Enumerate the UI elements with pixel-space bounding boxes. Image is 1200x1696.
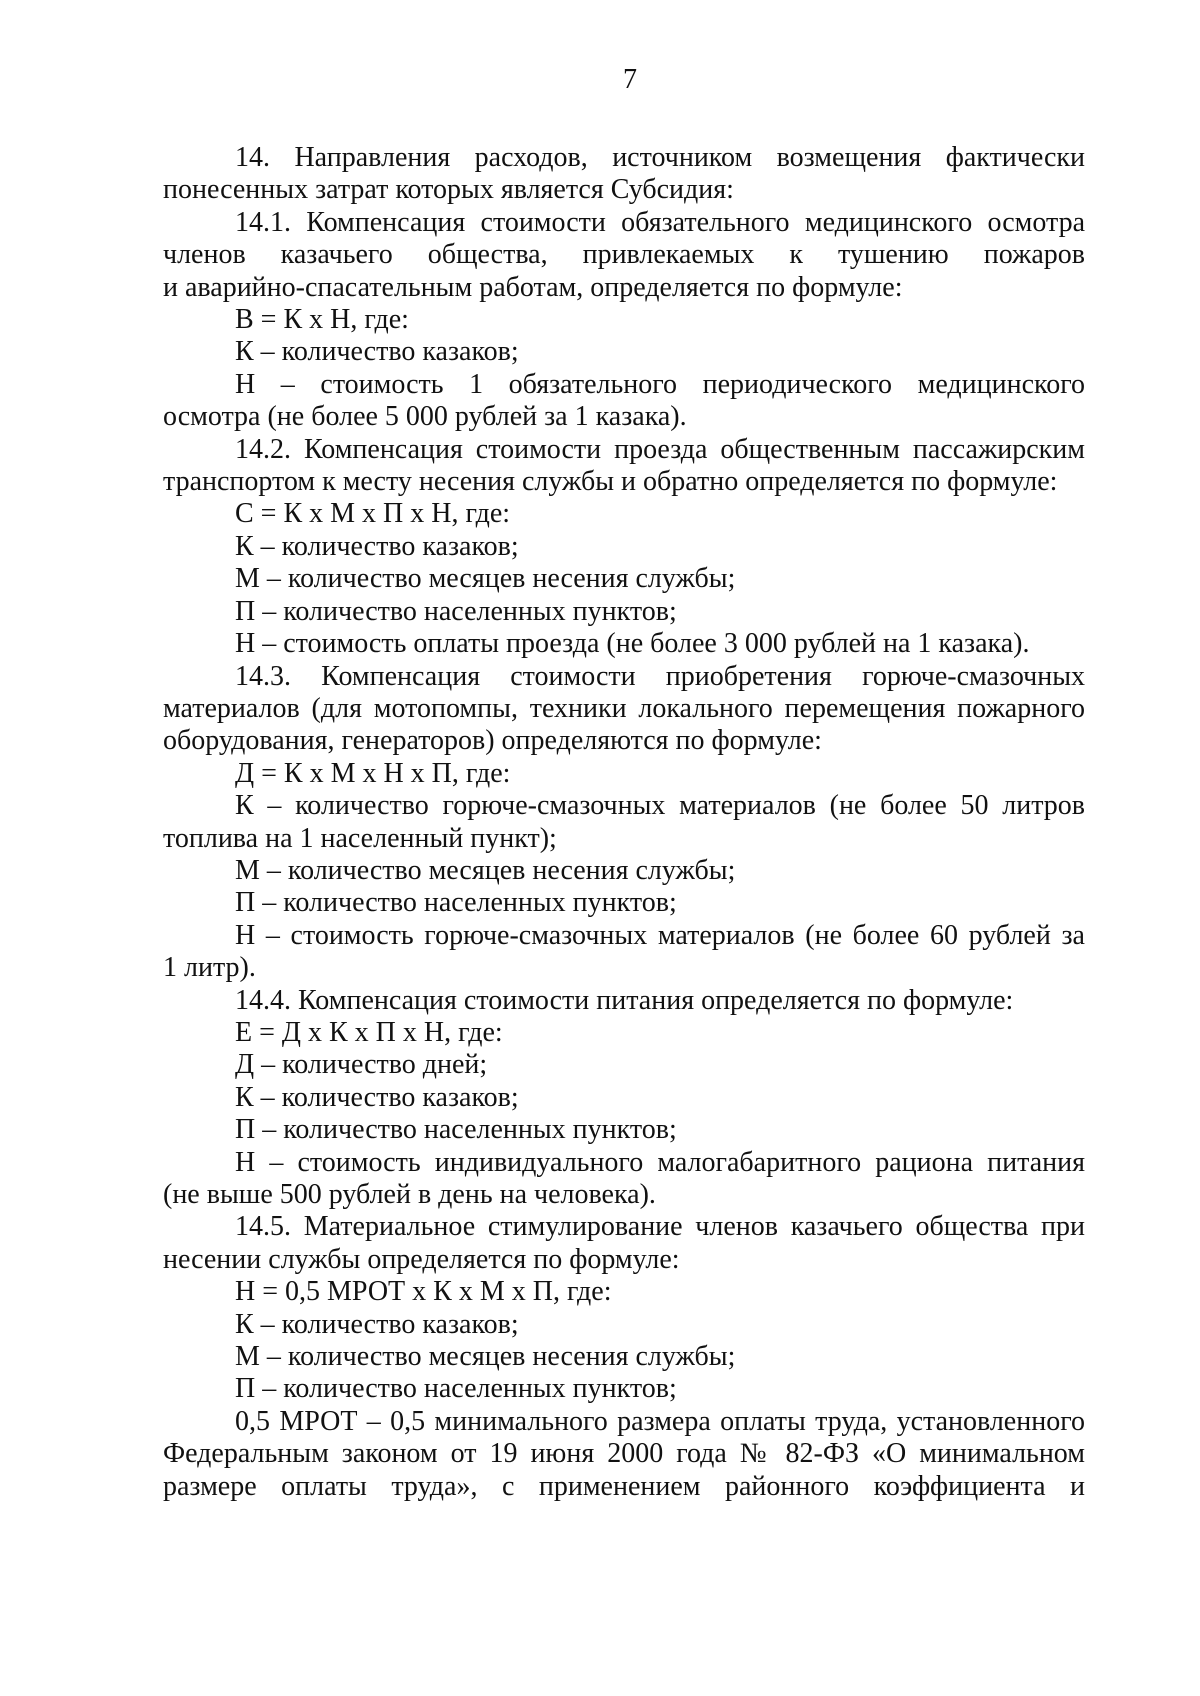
document-line: 14.5. Материальное стимулирование членов казачьего общества при <box>235 1211 1085 1243</box>
document-line: Н – стоимость горюче-смазочных материалов (не более 60 рублей за <box>235 919 1085 951</box>
document-line: К – количество казаков; <box>235 1308 519 1340</box>
document-line: К – количество казаков; <box>235 1081 519 1113</box>
document-line: П – количество населенных пунктов; <box>235 595 677 627</box>
document-line: П – количество населенных пунктов; <box>235 1373 677 1405</box>
document-line: П – количество населенных пунктов; <box>235 1114 677 1146</box>
document-line: К – количество казаков; <box>235 336 519 368</box>
document-line: транспортом к месту несения службы и обратно определяется по формуле: <box>163 466 1058 498</box>
document-line: М – количество месяцев несения службы; <box>235 563 736 595</box>
document-line: П – количество населенных пунктов; <box>235 887 677 919</box>
document-line: 1 литр). <box>163 952 256 984</box>
document-line: В = К х Н, где: <box>235 304 409 336</box>
document-line: К – количество казаков; <box>235 530 519 562</box>
document-line: осмотра (не более 5 000 рублей за 1 казака). <box>163 401 687 433</box>
document-line: оборудования, генераторов) определяются по формуле: <box>163 725 822 757</box>
page-number: 7 <box>623 64 637 95</box>
document-body <box>163 142 1085 1503</box>
document-line: размере оплаты труда», с применением районного коэффициента и <box>163 1470 1085 1502</box>
document-line: 14.4. Компенсация стоимости питания определяется по формуле: <box>235 984 1014 1016</box>
document-line: членов казачьего общества, привлекаемых к тушению пожаров <box>163 239 1085 271</box>
document-line: и аварийно-спасательным работам, определяется по формуле: <box>163 271 903 303</box>
document-line: М – количество месяцев несения службы; <box>235 1341 736 1373</box>
document-line: Федеральным законом от 19 июня 2000 года № 82-ФЗ «О минимальном <box>163 1438 1085 1470</box>
document-line: 14.1. Компенсация стоимости обязательного медицинского осмотра <box>235 206 1085 238</box>
document-line: Н – стоимость индивидуального малогабаритного рациона питания <box>235 1146 1085 1178</box>
document-line: Д = К х М х Н х П, где: <box>235 757 511 789</box>
document-line: топлива на 1 населенный пункт); <box>163 822 557 854</box>
document-line: (не выше 500 рублей в день на человека). <box>163 1179 656 1210</box>
document-line: М – количество месяцев несения службы; <box>235 854 736 886</box>
document-line: Н – стоимость 1 обязательного периодического медицинского <box>235 368 1085 400</box>
document-line: К – количество горюче-смазочных материалов (не более 50 литров <box>235 790 1085 822</box>
document-line: материалов (для мотопомпы, техники локального перемещения пожарного <box>163 692 1085 724</box>
document-line: несении службы определяется по формуле: <box>163 1243 680 1275</box>
document-line: понесенных затрат которых является Субсидия: <box>163 174 734 206</box>
document-line: Д – количество дней; <box>235 1049 488 1081</box>
document-line: 14.2. Компенсация стоимости проезда общественным пассажирским <box>235 433 1085 465</box>
document-line: 14.3. Компенсация стоимости приобретения горюче-смазочных <box>235 660 1085 692</box>
document-line: Н – стоимость оплаты проезда (не более 3 000 рублей на 1 казака). <box>235 628 1030 660</box>
document-line: Н = 0,5 МРОТ х К х М х П, где: <box>235 1276 612 1308</box>
document-line: 14. Направления расходов, источником возмещения фактически <box>235 142 1085 173</box>
document-line: 0,5 МРОТ – 0,5 минимального размера оплаты труда, установленного <box>235 1405 1085 1437</box>
document-line: Е = Д х К х П х Н, где: <box>235 1016 503 1048</box>
document-line: С = К х М х П х Н, где: <box>235 498 511 530</box>
